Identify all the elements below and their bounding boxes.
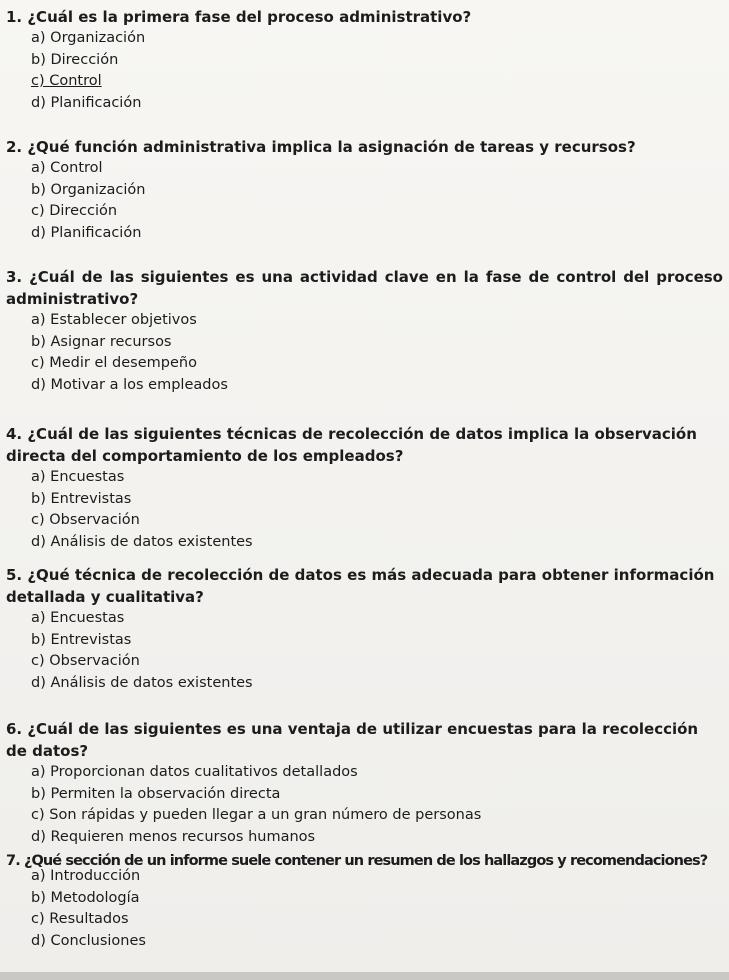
question-4 bbox=[6, 423, 723, 553]
question-title: 6. ¿Cuál de las siguientes es una ventaja de utilizar encuestas para la recolección de datos? bbox=[6, 720, 699, 760]
question-title: 4. ¿Cuál de las siguientes técnicas de recolección de datos implica la observación directa del comportamiento de los empleados? bbox=[6, 425, 697, 465]
option-d: d) Requieren menos recursos humanos bbox=[31, 828, 316, 845]
option-d: d) Conclusiones bbox=[31, 932, 146, 949]
option-c: c) Control bbox=[31, 73, 102, 89]
option-d: d) Planificación bbox=[31, 224, 142, 241]
question-title: 7. ¿Qué sección de un informe suele contener un resumen de los hallazgos y recomendaciones? bbox=[6, 853, 708, 869]
page-bottom-edge bbox=[0, 972, 729, 980]
question-1 bbox=[6, 6, 723, 114]
option-b: b) Entrevistas bbox=[31, 631, 132, 648]
option-a: a) Encuestas bbox=[31, 469, 125, 485]
option-b: b) Asignar recursos bbox=[31, 333, 172, 350]
option-c: c) Observación bbox=[31, 653, 140, 669]
option-a: a) Proporcionan datos cualitativos detallados bbox=[31, 764, 358, 780]
options-list bbox=[31, 467, 723, 553]
question-title: 1. ¿Cuál es la primera fase del proceso administrativo? bbox=[6, 8, 472, 26]
option-b: b) Metodología bbox=[31, 889, 140, 906]
question-title: 3. ¿Cuál de las siguientes es una actividad clave en la fase de control del proceso administrativo? bbox=[6, 268, 723, 308]
option-b: b) Entrevistas bbox=[31, 490, 132, 507]
option-d: d) Análisis de datos existentes bbox=[31, 533, 253, 550]
option-b: b) Organización bbox=[31, 181, 146, 198]
options-list bbox=[31, 762, 723, 848]
option-c: c) Medir el desempeño bbox=[31, 355, 197, 371]
question-title: 5. ¿Qué técnica de recolección de datos es más adecuada para obtener información detallada y cualitativa? bbox=[6, 566, 715, 606]
question-5 bbox=[6, 564, 723, 694]
question-title: 2. ¿Qué función administrativa implica la asignación de tareas y recursos? bbox=[6, 138, 636, 156]
option-c: c) Dirección bbox=[31, 203, 118, 219]
option-d: d) Motivar a los empleados bbox=[31, 376, 228, 393]
question-2 bbox=[6, 136, 723, 244]
option-a: a) Control bbox=[31, 160, 103, 176]
options-list bbox=[31, 608, 723, 694]
options-list bbox=[31, 28, 723, 114]
options-list bbox=[31, 158, 723, 244]
option-b: b) Dirección bbox=[31, 51, 119, 68]
option-d: d) Planificación bbox=[31, 94, 142, 111]
option-a: a) Establecer objetivos bbox=[31, 312, 197, 328]
option-d: d) Análisis de datos existentes bbox=[31, 674, 253, 691]
option-c: c) Observación bbox=[31, 512, 140, 528]
options-list bbox=[31, 310, 723, 396]
option-c: c) Son rápidas y pueden llegar a un gran número de personas bbox=[31, 807, 482, 823]
question-3 bbox=[6, 266, 723, 396]
question-7 bbox=[6, 850, 723, 952]
option-c: c) Resultados bbox=[31, 911, 129, 927]
question-6 bbox=[6, 718, 723, 848]
option-a: a) Introducción bbox=[31, 868, 141, 884]
options-list bbox=[31, 866, 723, 952]
option-a: a) Organización bbox=[31, 30, 146, 46]
option-a: a) Encuestas bbox=[31, 610, 125, 626]
option-b: b) Permiten la observación directa bbox=[31, 785, 281, 802]
